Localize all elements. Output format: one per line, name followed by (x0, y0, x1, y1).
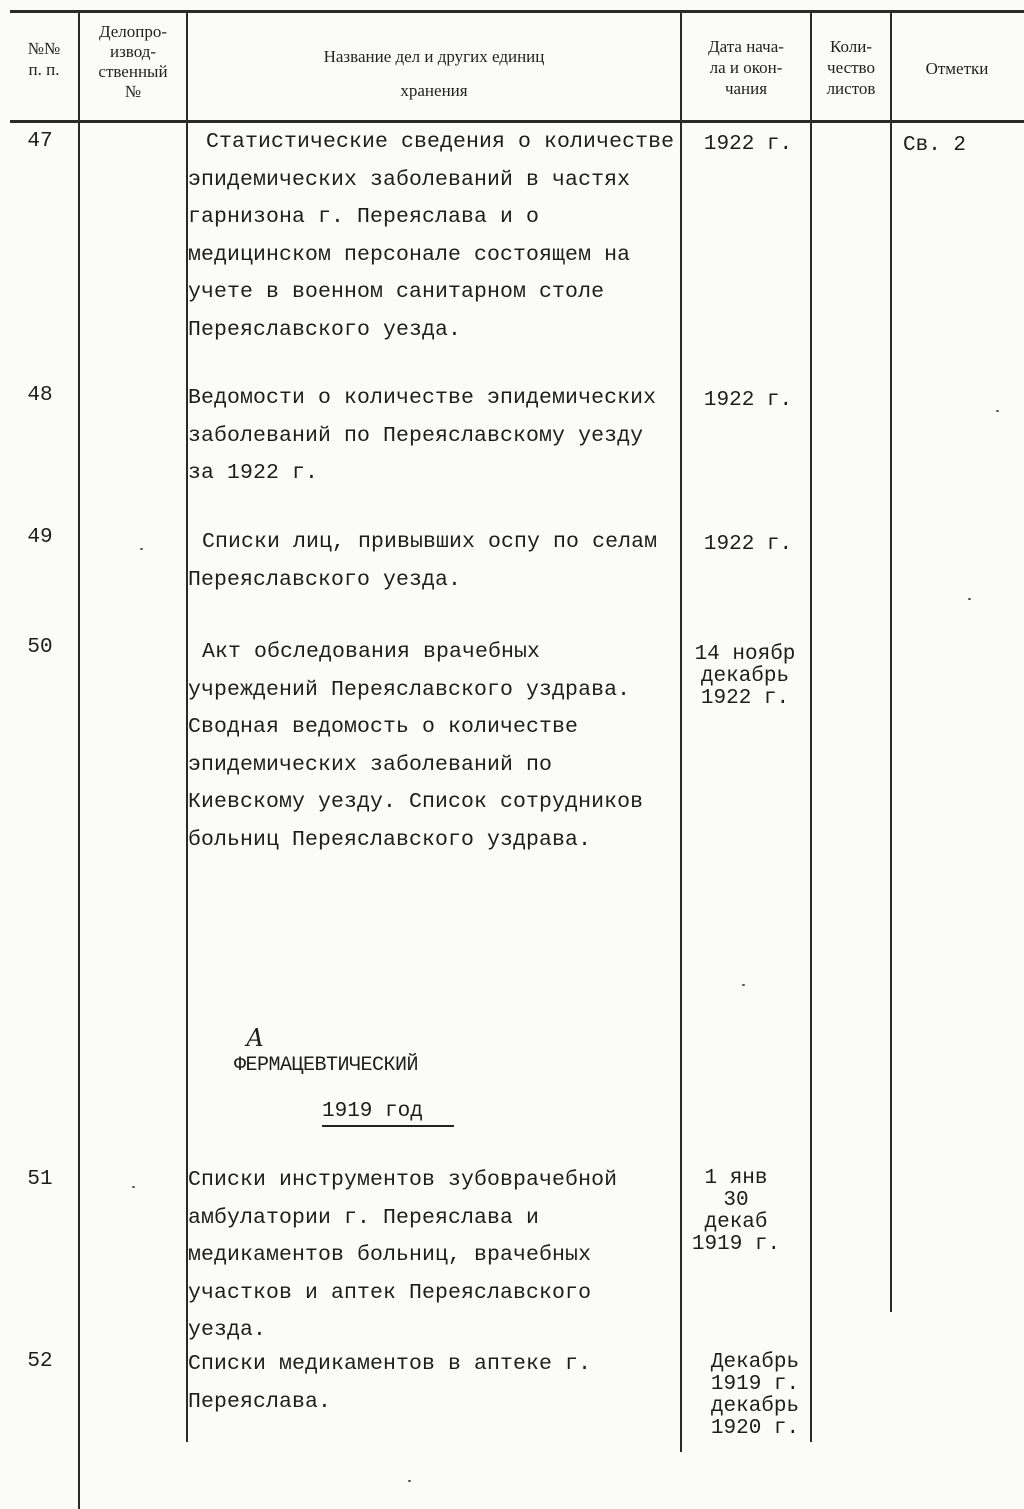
entry-notes: Св. 2 (903, 134, 967, 157)
header-office-number: Делопро- извод- ственный № (98, 22, 168, 101)
handwritten-letter: А (246, 1024, 265, 1052)
header-top-border (10, 10, 1024, 13)
column-divider-1 (78, 12, 80, 1509)
header-number: №№ п. п. (27, 39, 61, 79)
section-heading: ФЕРМАЦЕВТИЧЕСКИЙ (234, 1054, 419, 1077)
entry-number: 51 (27, 1168, 53, 1191)
entry-title: Акт обследования врачебных учреждений Переяславского уздрава. Сводная ведомость о количестве эпидемических заболеваний по Киевскому уезду. Список сотрудников больниц Переяславского уздрава. (188, 640, 644, 852)
header-title: Название дел и других единиц хранения (323, 47, 545, 100)
header-notes: Отметки (925, 59, 989, 78)
entry-number: 52 (27, 1350, 53, 1373)
entry-number: 50 (27, 636, 53, 659)
column-divider-4 (810, 12, 812, 1442)
header-dates: Дата нача- ла и окон- чания (708, 37, 784, 98)
entry-number: 47 (27, 130, 53, 153)
entry-number: 48 (27, 384, 53, 407)
entry-dates: 1922 г. (703, 533, 793, 556)
entry-title: Статистические сведения о количестве эпидемических заболеваний в частях гарнизона г. Переяслава и о медицинском персонале состоящем на учете в военном санитарном столе Переяславского уезда. (188, 130, 675, 342)
scan-speck (996, 410, 999, 412)
entry-title: Списки лиц, привывших оспу по селам Переяславского уезда. (188, 530, 658, 592)
scan-speck (408, 1480, 411, 1482)
section-year: 1919 год (322, 1100, 454, 1127)
entry-title: Ведомости о количестве эпидемических заболеваний по Переяславскому уезду за 1922 г. (188, 386, 657, 485)
entry-number: 49 (27, 526, 53, 549)
scan-speck (742, 984, 745, 986)
scan-speck (140, 548, 143, 550)
scan-speck (132, 1186, 135, 1188)
header-bottom-border (10, 120, 1024, 123)
header-sheets: Коли- чество листов (826, 37, 876, 98)
entry-dates: 1922 г. (703, 133, 793, 156)
column-divider-3 (680, 12, 682, 1452)
entry-title: Списки инструментов зубоврачебной амбулатории г. Переяслава и медикаментов больниц, врачебных участков и аптек Переяславского уезда. (188, 1168, 618, 1342)
scan-speck (968, 598, 971, 600)
entry-dates: Декабрь 1919 г. декабрь 1920 г. (710, 1351, 800, 1440)
column-divider-5 (890, 12, 892, 1312)
entry-dates: 1922 г. (703, 389, 793, 412)
entry-dates: 1 янв 30 декаб 1919 г. (691, 1167, 781, 1256)
entry-dates: 14 ноябр декабрь 1922 г. (694, 643, 796, 710)
entry-title: Списки медикаментов в аптеке г. Переяслава. (188, 1352, 592, 1414)
